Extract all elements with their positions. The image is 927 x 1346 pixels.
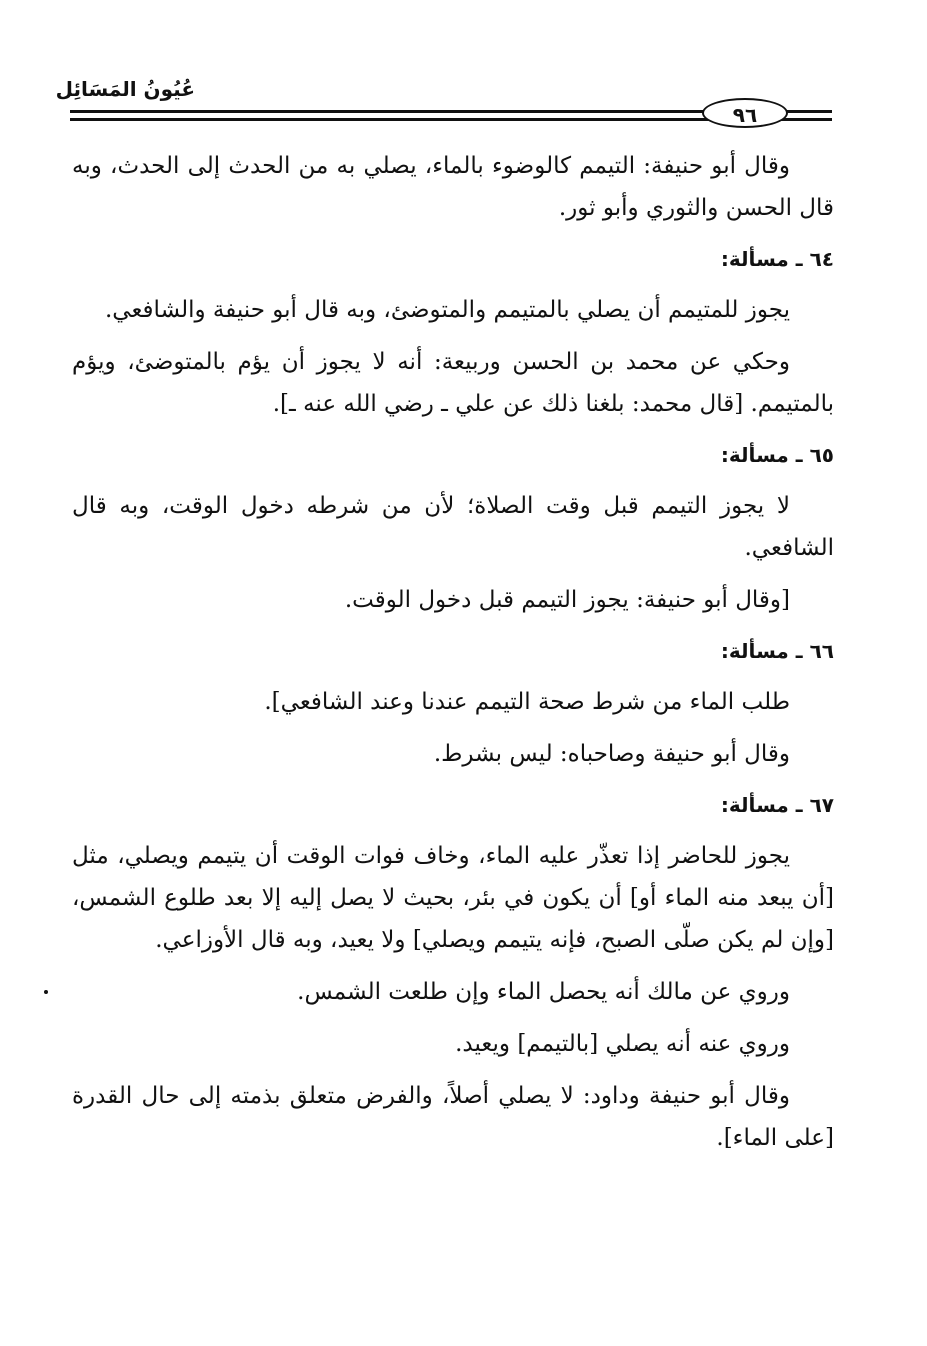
paragraph: وقال أبو حنيفة وداود: لا يصلي أصلاً، والفرض متعلق بذمته إلى حال القدرة [على الماء].	[72, 1083, 834, 1151]
page-number-badge: ٩٦	[702, 98, 788, 128]
page-body	[72, 145, 834, 1169]
paragraph: وروي عنه أنه يصلي [بالتيمم] ويعيد.	[455, 1031, 790, 1057]
paragraph: يجوز للمتيمم أن يصلي بالمتيمم والمتوضئ، وبه قال أبو حنيفة والشافعي.	[104, 297, 790, 323]
margin-dot	[44, 990, 48, 994]
paragraph: وقال أبو حنيفة وصاحباه: ليس بشرط.	[433, 741, 790, 767]
paragraph: لا يجوز التيمم قبل وقت الصلاة؛ لأن من شرطه دخول الوقت، وبه قال الشافعي.	[72, 493, 834, 561]
issue-heading: ٦٤ ـ مسألة:	[720, 247, 834, 271]
issue-heading: ٦٦ ـ مسألة:	[720, 639, 834, 663]
running-header-title: عُيُونُ المَسَائِل	[55, 77, 195, 101]
paragraph: وحكي عن محمد بن الحسن وربيعة: أنه لا يجوز أن يؤم بالمتوضئ، ويؤم بالمتيمم. [قال محمد: بلغنا ذلك عن علي ـ رضي الله عنه ـ].	[72, 349, 834, 417]
paragraph: يجوز للحاضر إذا تعذّر عليه الماء، وخاف فوات الوقت أن يتيمم ويصلي، مثل [أن يبعد منه الماء أو] أن يكون في بئر، بحيث لا يصل إليه إلا بعد طلوع الشمس، [وإن لم يكن صلّى الصبح، فإنه يتيمم ويصلي] ولا يعيد، وبه قال الأوزاعي.	[72, 843, 834, 953]
paragraph: وقال أبو حنيفة: التيمم كالوضوء بالماء، يصلي به من الحدث إلى الحدث، وبه قال الحسن والثوري وأبو ثور.	[72, 153, 834, 221]
paragraph: [وقال أبو حنيفة: يجوز التيمم قبل دخول الوقت.	[344, 587, 790, 613]
paragraph: وروي عن مالك أنه يحصل الماء وإن طلعت الشمس.	[297, 979, 790, 1005]
issue-heading: ٦٧ ـ مسألة:	[720, 793, 834, 817]
paragraph: طلب الماء من شرط صحة التيمم عندنا وعند الشافعي].	[264, 689, 790, 715]
issue-heading: ٦٥ ـ مسألة:	[720, 443, 834, 467]
